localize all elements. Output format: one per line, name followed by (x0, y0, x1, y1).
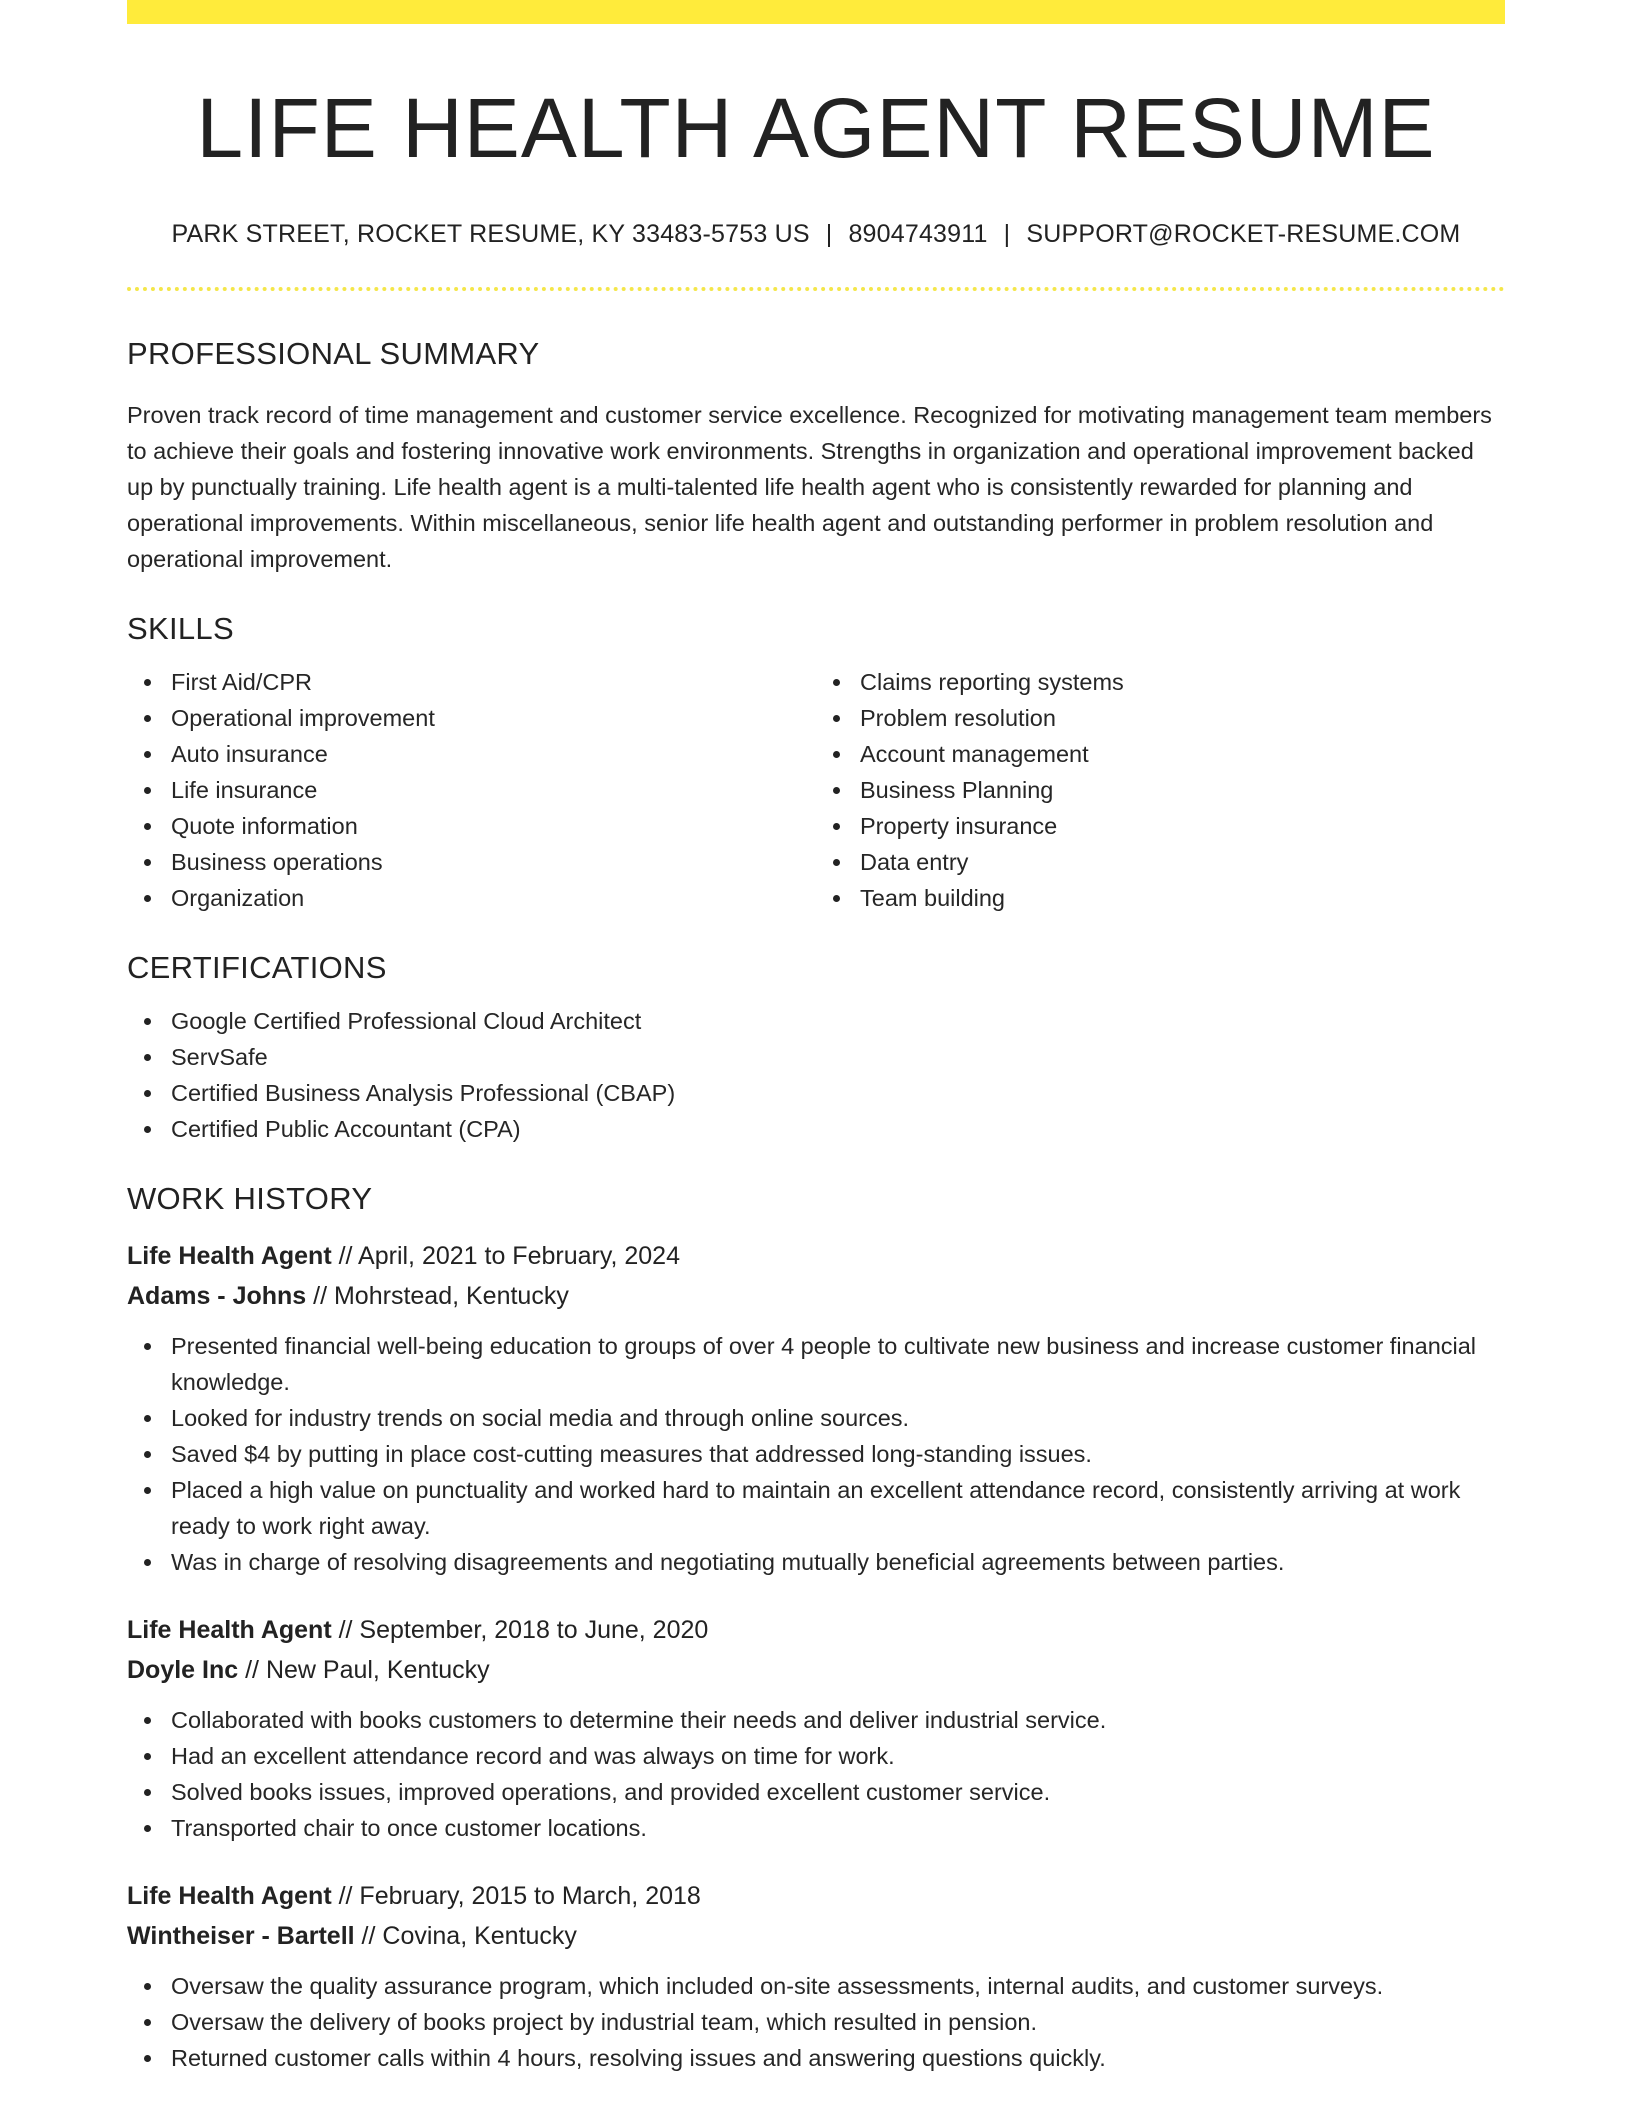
work-history-heading: WORK HISTORY (127, 1181, 373, 1216)
skills-section (127, 613, 1505, 916)
job-company: Wintheiser - Bartell (127, 1922, 355, 1950)
job-bullet: Collaborated with books customers to determine their needs and deliver industrial service. (171, 1702, 1505, 1738)
certification-item: Certified Business Analysis Professional (CBAP) (171, 1075, 1505, 1111)
skills-list-left (127, 664, 816, 916)
skill-item: Team building (860, 880, 1505, 916)
job-title-line (127, 1876, 1505, 1916)
contact-email: SUPPORT@ROCKET-RESUME.COM (1026, 220, 1461, 248)
skill-item: Claims reporting systems (860, 664, 1505, 700)
summary-text: Proven track record of time management and customer service excellence. Recognized for motivating management team members to achieve their goals and fostering innovative work environments. Strengths in organization and operational improvement backed up by punctually training. Life health agent is a multi-talented life health agent who is consistently rewarded for planning and operational improvements. Within miscellaneous, senior life health agent and outstanding performer in problem resolution and operational improvement. (127, 402, 1492, 572)
skill-item: Account management (860, 736, 1505, 772)
job-title: Life Health Agent (127, 1882, 332, 1910)
skill-item: Data entry (860, 844, 1505, 880)
job-dates: // September, 2018 to June, 2020 (331, 1616, 709, 1644)
job-bullet-list (127, 1968, 1505, 2076)
job-dates: // February, 2015 to March, 2018 (331, 1882, 701, 1910)
job-company-line (127, 1916, 1505, 1956)
job-bullet: Had an excellent attendance record and was always on time for work. (171, 1738, 1505, 1774)
contact-separator: | (825, 220, 833, 248)
job-location: // New Paul, Kentucky (238, 1656, 490, 1684)
job-entry (127, 1610, 1505, 1846)
job-dates: // April, 2021 to February, 2024 (331, 1242, 680, 1270)
summary-heading: PROFESSIONAL SUMMARY (127, 336, 540, 371)
contact-phone: 8904743911 (848, 220, 988, 248)
job-entry (127, 1876, 1505, 2076)
certifications-heading: CERTIFICATIONS (127, 950, 387, 985)
summary-section (127, 338, 1505, 577)
skills-columns (127, 664, 1505, 916)
job-bullet: Saved $4 by putting in place cost-cutting measures that addressed long-standing issues. (171, 1436, 1505, 1472)
skill-item: Organization (171, 880, 816, 916)
job-title: Life Health Agent (127, 1616, 332, 1644)
skill-item: Business Planning (860, 772, 1505, 808)
skill-item: Auto insurance (171, 736, 816, 772)
certification-item: Certified Public Accountant (CPA) (171, 1111, 1505, 1147)
skill-item: Life insurance (171, 772, 816, 808)
job-title-line (127, 1610, 1505, 1650)
job-bullet-list (127, 1702, 1505, 1846)
job-bullet-list (127, 1328, 1505, 1580)
job-bullet: Solved books issues, improved operations, and provided excellent customer service. (171, 1774, 1505, 1810)
job-location: // Covina, Kentucky (354, 1922, 577, 1950)
skill-item: Operational improvement (171, 700, 816, 736)
dotted-divider (127, 287, 1505, 291)
job-title-line (127, 1236, 1505, 1276)
job-company-line (127, 1276, 1505, 1316)
accent-bar (127, 0, 1505, 24)
skills-list-right (816, 664, 1505, 916)
job-bullet: Returned customer calls within 4 hours, resolving issues and answering questions quickly. (171, 2040, 1505, 2076)
skill-item: Property insurance (860, 808, 1505, 844)
job-company-line (127, 1650, 1505, 1690)
job-title: Life Health Agent (127, 1242, 332, 1270)
resume-title: LIFE HEALTH AGENT RESUME (196, 81, 1436, 175)
contact-separator: | (1003, 220, 1011, 248)
skills-heading: SKILLS (127, 611, 234, 646)
skill-item: Business operations (171, 844, 816, 880)
job-bullet: Placed a high value on punctuality and worked hard to maintain an excellent attendance record, consistently arriving at work ready to work right away. (171, 1472, 1505, 1544)
contact-address: PARK STREET, ROCKET RESUME, KY 33483-5753 US (171, 220, 810, 248)
certification-item: Google Certified Professional Cloud Architect (171, 1003, 1505, 1039)
job-bullet: Oversaw the quality assurance program, which included on-site assessments, internal audits, and customer surveys. (171, 1968, 1505, 2004)
resume-page (127, 0, 1505, 2076)
job-bullet: Transported chair to once customer locations. (171, 1810, 1505, 1846)
certifications-list (127, 1003, 1505, 1147)
job-bullet: Presented financial well-being education to groups of over 4 people to cultivate new business and increase customer financial knowledge. (171, 1328, 1505, 1400)
job-location: // Mohrstead, Kentucky (306, 1282, 569, 1310)
job-bullet: Was in charge of resolving disagreements and negotiating mutually beneficial agreements between parties. (171, 1544, 1505, 1580)
job-bullet: Oversaw the delivery of books project by industrial team, which resulted in pension. (171, 2004, 1505, 2040)
skill-item: Quote information (171, 808, 816, 844)
certifications-section (127, 952, 1505, 1147)
job-bullet: Looked for industry trends on social media and through online sources. (171, 1400, 1505, 1436)
work-history-section (127, 1183, 1505, 2076)
job-company: Doyle Inc (127, 1656, 239, 1684)
skill-item: Problem resolution (860, 700, 1505, 736)
job-entry (127, 1236, 1505, 1580)
contact-line (127, 222, 1505, 247)
skill-item: First Aid/CPR (171, 664, 816, 700)
job-company: Adams - Johns (127, 1282, 307, 1310)
certification-item: ServSafe (171, 1039, 1505, 1075)
